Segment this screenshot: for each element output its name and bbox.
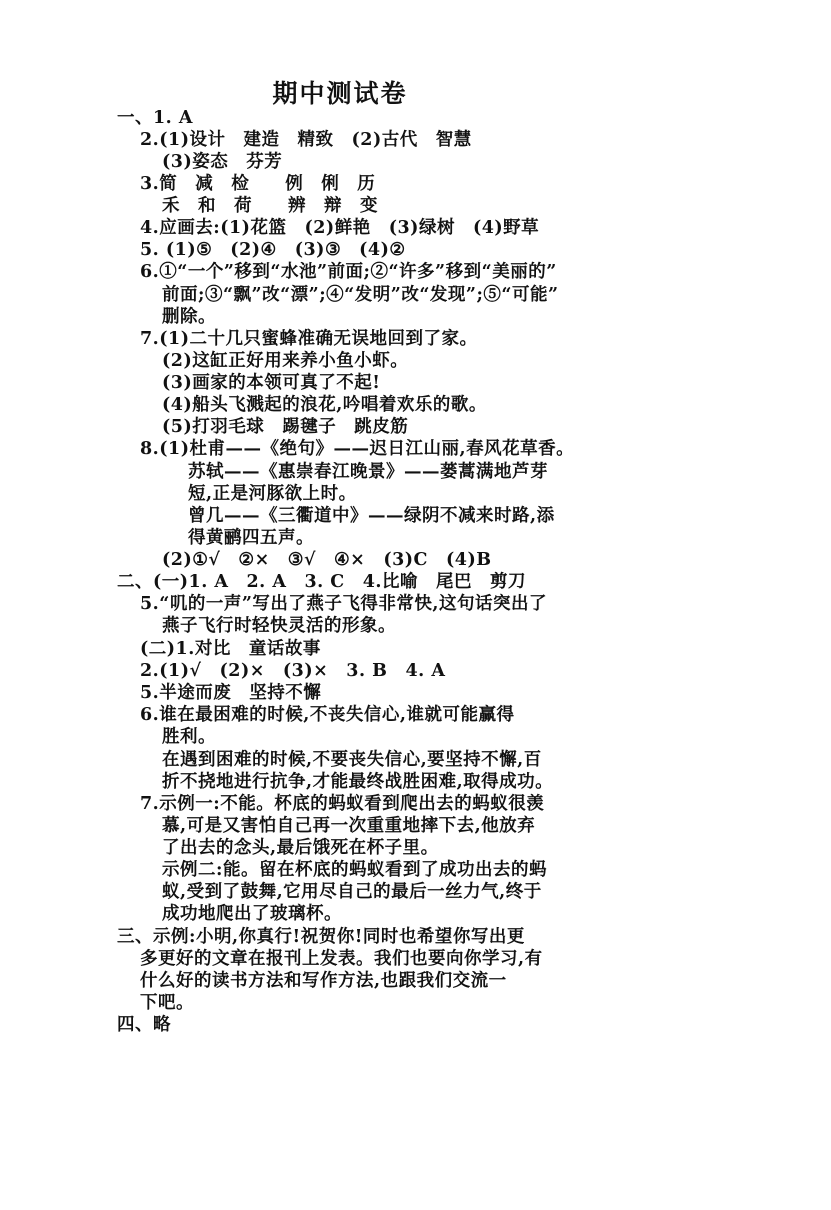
answer-line: 5. (1)⑤ (2)④ (3)③ (4)② xyxy=(140,240,406,260)
answer-line: (3)画家的本领可真了不起! xyxy=(162,373,381,393)
answer-line: (5)打羽毛球 踢毽子 跳皮筋 xyxy=(162,417,409,437)
answer-line: 三、示例:小明,你真行!祝贺你!同时也希望你写出更 xyxy=(117,927,525,947)
answer-line: (二)1.对比 童话故事 xyxy=(140,639,321,659)
answer-line: 7.示例一:不能。杯底的蚂蚁看到爬出去的蚂蚁很羡 xyxy=(140,794,545,814)
answer-line: 删除。 xyxy=(162,307,216,327)
answer-line: 二、(一)1. A 2. A 3. C 4.比喻 尾巴 剪刀 xyxy=(117,572,526,592)
answer-line: 一、1. A xyxy=(117,108,193,128)
answer-line: 成功地爬出了玻璃杯。 xyxy=(162,904,342,924)
answer-line: 蚁,受到了鼓舞,它用尽自己的最后一丝力气,终于 xyxy=(162,882,542,902)
answer-line: 前面;③“飘”改“漂”;④“发明”改“发现”;⑤“可能” xyxy=(162,285,559,305)
answer-line: 6.①“一个”移到“水池”前面;②“许多”移到“美丽的” xyxy=(140,262,557,282)
answer-line: 8.(1)杜甫——《绝句》——迟日江山丽,春风花草香。 xyxy=(140,439,575,459)
answer-line: 燕子飞行时轻快灵活的形象。 xyxy=(162,616,396,636)
answer-line: 5.半途而废 坚持不懈 xyxy=(140,683,322,703)
answer-line: 折不挠地进行抗争,才能最终战胜困难,取得成功。 xyxy=(162,772,554,792)
answer-line: 3.简 减 检 例 俐 历 xyxy=(140,174,376,194)
answer-line: (3)姿态 芬芳 xyxy=(162,152,283,172)
page-title: 期中测试卷 xyxy=(272,79,408,108)
answer-line: 禾 和 荷 辨 辩 变 xyxy=(162,196,378,216)
answer-line: (2)这缸正好用来养小鱼小虾。 xyxy=(162,351,409,371)
answer-line: 慕,可是又害怕自己再一次重重地摔下去,他放弃 xyxy=(162,816,536,836)
answer-line: 什么好的读书方法和写作方法,也跟我们交流一 xyxy=(140,971,507,991)
answer-line: 胜利。 xyxy=(162,727,216,747)
answer-line: (4)船头飞溅起的浪花,吟唱着欢乐的歌。 xyxy=(162,395,487,415)
answer-line: 2.(1)设计 建造 精致 (2)古代 智慧 xyxy=(140,130,472,150)
answer-line: (2)①√ ②× ③√ ④× (3)C (4)B xyxy=(162,550,492,570)
answer-line: 7.(1)二十几只蜜蜂准确无误地回到了家。 xyxy=(140,329,478,349)
answer-line: 苏轼——《惠崇春江晚景》——蒌蒿满地芦芽 xyxy=(188,462,548,482)
answer-line: 了出去的念头,最后饿死在杯子里。 xyxy=(162,838,439,858)
answer-line: 4.应画去:(1)花篮 (2)鲜艳 (3)绿树 (4)野草 xyxy=(140,218,540,238)
answer-line: 多更好的文章在报刊上发表。我们也要向你学习,有 xyxy=(140,949,543,969)
answer-line: 短,正是河豚欲上时。 xyxy=(188,484,357,504)
answer-line: 得黄鹂四五声。 xyxy=(188,528,314,548)
answer-line: 曾几——《三衢道中》——绿阴不减来时路,添 xyxy=(188,506,555,526)
answer-line: 示例二:能。留在杯底的蚂蚁看到了成功出去的蚂 xyxy=(162,860,547,880)
answer-line: 在遇到困难的时候,不要丧失信心,要坚持不懈,百 xyxy=(162,750,542,770)
answer-line: 5.“叽的一声”写出了燕子飞得非常快,这句话突出了 xyxy=(140,594,547,614)
answer-line: 下吧。 xyxy=(140,993,194,1013)
answer-line: 6.谁在最困难的时候,不丧失信心,谁就可能赢得 xyxy=(140,705,515,725)
answer-line: 2.(1)√ (2)× (3)× 3. B 4. A xyxy=(140,661,446,681)
answer-line: 四、略 xyxy=(117,1015,171,1035)
